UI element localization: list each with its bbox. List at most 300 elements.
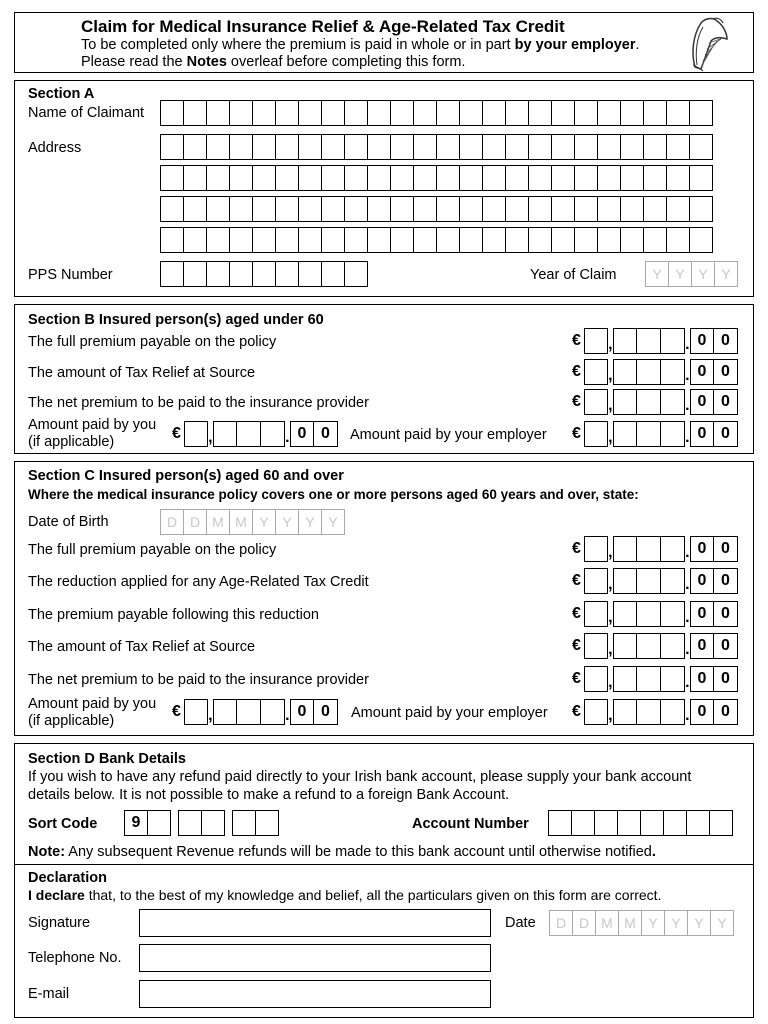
amount-digit-cell[interactable] — [637, 666, 661, 692]
amount-digit-cell[interactable] — [237, 699, 261, 725]
date-label: Date — [505, 915, 536, 931]
character-cell[interactable] — [161, 227, 184, 253]
character-cell[interactable] — [345, 261, 368, 287]
section-a-heading: Section A — [28, 86, 95, 102]
character-cell[interactable] — [184, 261, 207, 287]
character-cell[interactable] — [529, 100, 552, 126]
character-cell[interactable] — [437, 227, 460, 253]
section-c-paid-by-employer-amount[interactable] — [572, 699, 738, 725]
cents-cell: 0 — [690, 359, 714, 385]
amount-digit-cell[interactable] — [613, 699, 637, 725]
section-b-paid-by-employer-label: Amount paid by your employer — [350, 427, 547, 443]
placeholder-cell[interactable]: Y — [688, 910, 711, 936]
section-c — [14, 461, 754, 736]
character-cell[interactable] — [161, 261, 184, 287]
character-cell[interactable] — [460, 100, 483, 126]
character-cell[interactable] — [207, 227, 230, 253]
character-cell[interactable] — [437, 100, 460, 126]
placeholder-cell[interactable]: Y — [299, 509, 322, 535]
section-d-heading: Section D Bank Details — [28, 751, 186, 767]
date-of-birth-input[interactable] — [160, 509, 345, 535]
amount-thousands-cell[interactable] — [184, 699, 208, 725]
thousands-separator: , — [608, 674, 613, 691]
cents-cell: 0 — [714, 699, 738, 725]
amount-digit-cell[interactable] — [213, 699, 237, 725]
character-cell[interactable] — [506, 227, 529, 253]
amount-thousands-cell[interactable] — [584, 568, 608, 594]
name-of-claimant-label: Name of Claimant — [28, 105, 145, 121]
character-cell[interactable] — [368, 134, 391, 160]
sort-code-group-1[interactable] — [124, 810, 171, 836]
amount-thousands-cell[interactable] — [584, 421, 608, 447]
character-cell[interactable] — [598, 165, 621, 191]
section-b-full-premium-amount[interactable] — [572, 328, 738, 354]
amount-digit-cell[interactable] — [661, 389, 685, 415]
sort-code-group-2[interactable] — [178, 810, 225, 836]
character-cell[interactable] — [437, 165, 460, 191]
character-cell[interactable] — [690, 100, 713, 126]
thousands-separator: , — [608, 641, 613, 658]
character-cell[interactable] — [322, 100, 345, 126]
account-number-input[interactable] — [548, 810, 733, 836]
character-cell[interactable] — [506, 196, 529, 222]
account-number-label: Account Number — [412, 816, 529, 832]
section-b-net-premium-amount[interactable] — [572, 389, 738, 415]
placeholder-cell[interactable]: Y — [642, 910, 665, 936]
section-c-full-premium-amount[interactable] — [572, 536, 738, 562]
character-cell[interactable] — [641, 810, 664, 836]
character-cell[interactable] — [230, 134, 253, 160]
character-cell[interactable] — [437, 134, 460, 160]
section-b-tax-relief-amount[interactable] — [572, 359, 738, 385]
character-cell[interactable] — [529, 134, 552, 160]
character-cell[interactable] — [345, 227, 368, 253]
character-cell[interactable] — [690, 165, 713, 191]
amount-thousands-cell[interactable] — [584, 601, 608, 627]
decimal-point: . — [685, 336, 690, 353]
header-instruction-2 — [81, 55, 465, 70]
amount-digit-cell[interactable] — [661, 633, 685, 659]
amount-digit-cell[interactable] — [661, 328, 685, 354]
character-cell[interactable] — [345, 134, 368, 160]
character-cell[interactable] — [207, 100, 230, 126]
character-cell[interactable] — [299, 100, 322, 126]
character-cell[interactable] — [529, 196, 552, 222]
character-cell[interactable] — [644, 165, 667, 191]
section-b-full-premium-label: The full premium payable on the policy — [28, 334, 277, 350]
placeholder-cell[interactable]: M — [596, 910, 619, 936]
character-cell[interactable] — [207, 196, 230, 222]
date-of-birth-label: Date of Birth — [28, 514, 109, 530]
sort-code-group-3[interactable] — [232, 810, 279, 836]
character-cell[interactable] — [391, 134, 414, 160]
character-cell[interactable] — [368, 227, 391, 253]
cents-cell: 0 — [690, 389, 714, 415]
character-cell[interactable] — [230, 165, 253, 191]
character-cell[interactable] — [345, 100, 368, 126]
character-cell[interactable] — [230, 227, 253, 253]
amount-digit-cell[interactable] — [213, 421, 237, 447]
character-cell[interactable] — [230, 100, 253, 126]
amount-digit-cell[interactable] — [613, 536, 637, 562]
amount-digit-cell[interactable] — [613, 633, 637, 659]
placeholder-cell[interactable]: D — [161, 509, 184, 535]
character-cell[interactable] — [230, 261, 253, 287]
character-cell[interactable] — [253, 227, 276, 253]
amount-digit-cell[interactable] — [637, 359, 661, 385]
character-cell[interactable] — [414, 227, 437, 253]
character-cell[interactable] — [253, 196, 276, 222]
character-cell[interactable] — [184, 165, 207, 191]
amount-digit-cell[interactable] — [637, 601, 661, 627]
character-cell[interactable] — [299, 261, 322, 287]
character-cell[interactable] — [644, 100, 667, 126]
character-cell[interactable] — [644, 196, 667, 222]
character-cell[interactable] — [391, 165, 414, 191]
section-c-tax-relief-amount[interactable] — [572, 633, 738, 659]
euro-symbol: € — [172, 703, 181, 720]
decimal-point: . — [685, 397, 690, 414]
amount-digit-cell[interactable] — [661, 536, 685, 562]
year-of-claim-input[interactable] — [645, 261, 738, 287]
character-cell[interactable] — [644, 134, 667, 160]
character-cell[interactable] — [572, 810, 595, 836]
amount-digit-cell[interactable] — [637, 633, 661, 659]
thousands-separator: , — [608, 707, 613, 724]
character-cell[interactable] — [414, 100, 437, 126]
character-cell[interactable] — [276, 165, 299, 191]
character-cell[interactable] — [667, 134, 690, 160]
character-cell[interactable] — [253, 134, 276, 160]
character-cell[interactable] — [414, 165, 437, 191]
placeholder-cell[interactable]: Y — [253, 509, 276, 535]
character-cell[interactable] — [161, 165, 184, 191]
character-cell[interactable] — [345, 196, 368, 222]
euro-symbol: € — [572, 332, 581, 349]
section-c-subheading: Where the medical insurance policy covers one or more persons aged 60 years and over, state: — [28, 487, 639, 502]
character-cell[interactable] — [184, 100, 207, 126]
section-b-tax-relief-label: The amount of Tax Relief at Source — [28, 365, 256, 381]
section-c-age-reduction-amount[interactable] — [572, 568, 738, 594]
character-cell[interactable] — [644, 227, 667, 253]
placeholder-cell[interactable]: Y — [711, 910, 734, 936]
address-line-2-input[interactable] — [160, 165, 713, 191]
character-cell[interactable] — [483, 165, 506, 191]
character-cell[interactable] — [575, 196, 598, 222]
character-cell[interactable] — [148, 810, 171, 836]
euro-symbol: € — [572, 605, 581, 622]
decimal-point: . — [685, 674, 690, 691]
cents-cell: 0 — [690, 328, 714, 354]
section-b-paid-by-employer-amount[interactable] — [572, 421, 738, 447]
character-cell[interactable] — [575, 227, 598, 253]
placeholder-cell[interactable]: Y — [322, 509, 345, 535]
section-d-text-2: details below. It is not possible to make a refund to a foreign Bank Account. — [28, 787, 510, 803]
character-cell[interactable] — [552, 134, 575, 160]
header-instruction-2-bold: Notes — [186, 54, 227, 70]
placeholder-cell[interactable]: M — [230, 509, 253, 535]
character-cell[interactable] — [322, 134, 345, 160]
character-cell[interactable] — [598, 134, 621, 160]
character-cell[interactable] — [483, 227, 506, 253]
section-c-paid-by-employer-label: Amount paid by your employer — [351, 705, 548, 721]
section-c-age-reduction-label: The reduction applied for any Age-Related Tax Credit — [28, 574, 369, 590]
euro-symbol: € — [572, 637, 581, 654]
character-cell[interactable] — [506, 100, 529, 126]
character-cell[interactable] — [391, 196, 414, 222]
character-cell[interactable] — [179, 810, 202, 836]
section-c-heading: Section C Insured person(s) aged 60 and over — [28, 468, 344, 484]
character-cell[interactable] — [667, 100, 690, 126]
character-cell[interactable] — [184, 134, 207, 160]
character-cell[interactable] — [687, 810, 710, 836]
amount-digit-cell[interactable] — [637, 568, 661, 594]
character-cell[interactable] — [368, 196, 391, 222]
character-cell[interactable] — [621, 165, 644, 191]
character-cell[interactable] — [575, 134, 598, 160]
amount-thousands-cell[interactable] — [584, 328, 608, 354]
amount-digit-cell[interactable] — [613, 389, 637, 415]
name-of-claimant-input[interactable] — [160, 100, 713, 126]
section-c-tax-relief-label: The amount of Tax Relief at Source — [28, 639, 256, 655]
character-cell[interactable] — [184, 227, 207, 253]
amount-digit-cell[interactable] — [613, 601, 637, 627]
placeholder-cell[interactable]: Y — [692, 261, 715, 287]
character-cell[interactable] — [368, 100, 391, 126]
form-header — [14, 12, 754, 73]
section-d-note-end: . — [651, 844, 656, 860]
placeholder-cell[interactable]: Y — [646, 261, 669, 287]
amount-digit-cell[interactable] — [613, 328, 637, 354]
character-cell[interactable] — [690, 227, 713, 253]
character-cell[interactable] — [690, 134, 713, 160]
amount-thousands-cell[interactable] — [584, 633, 608, 659]
thousands-separator: , — [608, 609, 613, 626]
amount-digit-cell[interactable] — [237, 421, 261, 447]
address-line-3-input[interactable] — [160, 196, 713, 222]
cents-cell: 0 — [690, 666, 714, 692]
amount-digit-cell[interactable] — [637, 389, 661, 415]
section-c-premium-after-reduction-label: The premium payable following this reduction — [28, 607, 319, 623]
euro-symbol: € — [572, 363, 581, 380]
euro-symbol: € — [572, 703, 581, 720]
character-cell[interactable] — [161, 196, 184, 222]
character-cell[interactable] — [552, 196, 575, 222]
character-cell[interactable] — [233, 810, 256, 836]
cents-cell: 0 — [714, 328, 738, 354]
section-d-text-1: If you wish to have any refund paid directly to your Irish bank account, please supply your bank account — [28, 769, 692, 785]
character-cell[interactable] — [184, 196, 207, 222]
thousands-separator: , — [608, 576, 613, 593]
amount-digit-cell[interactable] — [261, 699, 285, 725]
section-c-net-premium-label: The net premium to be paid to the insurance provider — [28, 672, 369, 688]
address-label: Address — [28, 140, 82, 156]
character-cell[interactable] — [621, 134, 644, 160]
character-cell[interactable] — [253, 165, 276, 191]
cents-cell: 0 — [690, 536, 714, 562]
decimal-point: . — [685, 641, 690, 658]
address-line-1-input[interactable] — [160, 134, 713, 160]
character-cell[interactable] — [549, 810, 572, 836]
amount-digit-cell[interactable] — [613, 421, 637, 447]
placeholder-cell[interactable]: M — [207, 509, 230, 535]
header-instruction-1-bold: by your employer — [514, 37, 636, 53]
character-cell[interactable] — [575, 165, 598, 191]
character-cell[interactable] — [391, 227, 414, 253]
character-cell[interactable] — [664, 810, 687, 836]
character-cell[interactable] — [207, 165, 230, 191]
amount-digit-cell[interactable] — [613, 568, 637, 594]
character-cell[interactable] — [667, 227, 690, 253]
cents-cell: 0 — [690, 568, 714, 594]
character-cell[interactable] — [230, 196, 253, 222]
character-cell[interactable] — [667, 165, 690, 191]
character-cell[interactable] — [299, 134, 322, 160]
amount-thousands-cell[interactable] — [584, 699, 608, 725]
character-cell[interactable] — [598, 227, 621, 253]
character-cell[interactable] — [276, 134, 299, 160]
character-cell[interactable] — [322, 227, 345, 253]
character-cell[interactable] — [483, 100, 506, 126]
character-cell[interactable] — [299, 196, 322, 222]
placeholder-cell[interactable]: Y — [669, 261, 692, 287]
character-cell[interactable] — [253, 261, 276, 287]
character-cell[interactable] — [299, 227, 322, 253]
amount-digit-cell[interactable] — [613, 666, 637, 692]
character-cell[interactable] — [276, 196, 299, 222]
character-cell[interactable] — [618, 810, 641, 836]
character-cell[interactable] — [161, 134, 184, 160]
amount-thousands-cell[interactable] — [584, 389, 608, 415]
character-cell[interactable] — [621, 227, 644, 253]
header-instruction-1 — [81, 38, 640, 53]
email-field[interactable] — [139, 980, 491, 1008]
placeholder-cell[interactable]: Y — [276, 509, 299, 535]
telephone-field[interactable] — [139, 944, 491, 972]
character-cell[interactable] — [595, 810, 618, 836]
sort-code-label: Sort Code — [28, 816, 98, 832]
placeholder-cell[interactable]: D — [573, 910, 596, 936]
amount-digit-cell[interactable] — [637, 421, 661, 447]
character-cell[interactable] — [598, 100, 621, 126]
pps-number-input[interactable] — [160, 261, 368, 287]
character-cell[interactable] — [256, 810, 279, 836]
character-cell[interactable] — [483, 196, 506, 222]
placeholder-cell[interactable]: D — [550, 910, 573, 936]
character-cell[interactable] — [276, 261, 299, 287]
character-cell[interactable] — [207, 134, 230, 160]
character-cell[interactable] — [667, 196, 690, 222]
character-cell[interactable] — [598, 196, 621, 222]
amount-digit-cell[interactable] — [613, 359, 637, 385]
character-cell[interactable] — [299, 165, 322, 191]
email-label: E-mail — [28, 986, 70, 1002]
character-cell[interactable] — [322, 165, 345, 191]
signature-field[interactable] — [139, 909, 491, 937]
character-cell[interactable] — [207, 261, 230, 287]
character-cell[interactable] — [322, 261, 345, 287]
cents-cell: 0 — [314, 421, 338, 447]
character-cell[interactable] — [575, 100, 598, 126]
amount-digit-cell[interactable] — [661, 421, 685, 447]
character-cell[interactable] — [552, 227, 575, 253]
character-cell[interactable] — [506, 134, 529, 160]
amount-thousands-cell[interactable] — [184, 421, 208, 447]
section-c-premium-after-reduction-amount[interactable] — [572, 601, 738, 627]
header-instruction-1-end: . — [635, 37, 640, 53]
amount-digit-cell[interactable] — [261, 421, 285, 447]
character-cell[interactable] — [460, 196, 483, 222]
character-cell[interactable]: 9 — [125, 810, 148, 836]
section-b-paid-by-you-label: Amount paid by you — [28, 417, 157, 433]
section-c-net-premium-amount[interactable] — [572, 666, 738, 692]
character-cell[interactable] — [414, 196, 437, 222]
section-c-paid-by-you-amount[interactable] — [172, 699, 338, 725]
amount-digit-cell[interactable] — [637, 328, 661, 354]
character-cell[interactable] — [161, 100, 184, 126]
section-b-paid-by-you-amount[interactable] — [172, 421, 338, 447]
address-line-4-input[interactable] — [160, 227, 713, 253]
character-cell[interactable] — [529, 227, 552, 253]
character-cell[interactable] — [690, 196, 713, 222]
amount-thousands-cell[interactable] — [584, 536, 608, 562]
character-cell[interactable] — [391, 100, 414, 126]
placeholder-cell[interactable]: Y — [665, 910, 688, 936]
amount-digit-cell[interactable] — [637, 536, 661, 562]
amount-digit-cell[interactable] — [661, 359, 685, 385]
character-cell[interactable] — [552, 100, 575, 126]
character-cell[interactable] — [460, 227, 483, 253]
character-cell[interactable] — [276, 227, 299, 253]
character-cell[interactable] — [437, 196, 460, 222]
character-cell[interactable] — [621, 196, 644, 222]
character-cell[interactable] — [710, 810, 733, 836]
character-cell[interactable] — [368, 165, 391, 191]
character-cell[interactable] — [322, 196, 345, 222]
amount-digit-cell[interactable] — [661, 568, 685, 594]
amount-digit-cell[interactable] — [637, 699, 661, 725]
character-cell[interactable] — [253, 100, 276, 126]
decimal-point: . — [685, 544, 690, 561]
decimal-point: . — [685, 609, 690, 626]
character-cell[interactable] — [529, 165, 552, 191]
amount-digit-cell[interactable] — [661, 601, 685, 627]
character-cell[interactable] — [414, 134, 437, 160]
declaration-date-input[interactable] — [549, 910, 734, 936]
section-d-note-bold: Note: — [28, 844, 66, 860]
character-cell[interactable] — [460, 134, 483, 160]
declaration-heading: Declaration — [28, 870, 107, 886]
character-cell[interactable] — [202, 810, 225, 836]
character-cell[interactable] — [621, 100, 644, 126]
character-cell[interactable] — [552, 165, 575, 191]
character-cell[interactable] — [483, 134, 506, 160]
amount-thousands-cell[interactable] — [584, 359, 608, 385]
cents-cell: 0 — [714, 601, 738, 627]
character-cell[interactable] — [345, 165, 368, 191]
amount-digit-cell[interactable] — [661, 699, 685, 725]
placeholder-cell[interactable]: D — [184, 509, 207, 535]
placeholder-cell[interactable]: Y — [715, 261, 738, 287]
euro-symbol: € — [572, 393, 581, 410]
amount-digit-cell[interactable] — [661, 666, 685, 692]
amount-thousands-cell[interactable] — [584, 666, 608, 692]
character-cell[interactable] — [506, 165, 529, 191]
character-cell[interactable] — [460, 165, 483, 191]
character-cell[interactable] — [276, 100, 299, 126]
placeholder-cell[interactable]: M — [619, 910, 642, 936]
cents-cell: 0 — [714, 359, 738, 385]
